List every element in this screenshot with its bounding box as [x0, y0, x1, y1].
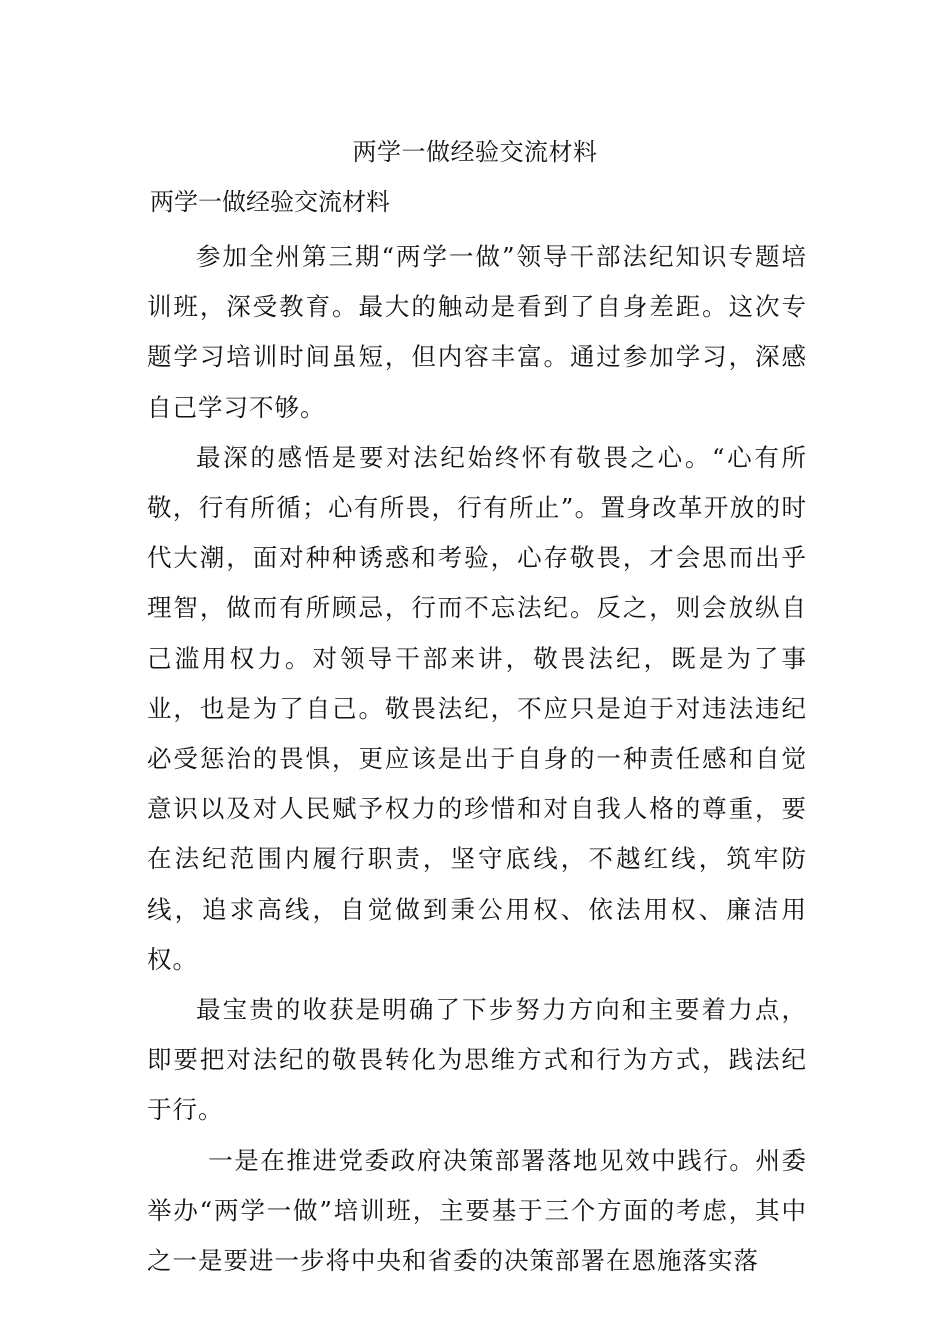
- document-title: 两学一做经验交流材料: [352, 138, 598, 166]
- document-subtitle: 两学一做经验交流材料: [150, 188, 390, 216]
- paragraph: 最深的感悟是要对法纪始终怀有敬畏之心。“心有所敬，行有所循；心有所畏，行有所止”。置身改革开放的时代大潮，面对种种诱惑和考验，心存敬畏，才会思而出乎理智，做而有所顾忌，行而不忘法纪。反之，则会放纵自己滥用权力。对领导干部来讲，敬畏法纪，既是为了事业，也是为了自己。敬畏法纪，不应只是迫于对违法违纪必受惩治的畏惧，更应该是出于自身的一种责任感和自觉意识以及对人民赋予权力的珍惜和对自我人格的尊重，要在法纪范围内履行职责，坚守底线，不越红线，筑牢防线，追求高线，自觉做到秉公用权、依法用权、廉洁用权。: [147, 442, 807, 974]
- paragraph: 一是在推进党委政府决策部署落地见效中践行。州委举办“两学一做”培训班，主要基于三个方面的考虑，其中之一是要进一步将中央和省委的决策部署在恩施落实落: [147, 1145, 807, 1276]
- paragraph: 最宝贵的收获是明确了下步努力方向和主要着力点，即要把对法纪的敬畏转化为思维方式和行为方式，践法纪于行。: [147, 995, 807, 1125]
- paragraph: 参加全州第三期“两学一做”领导干部法纪知识专题培训班，深受教育。最大的触动是看到了自身差距。这次专题学习培训时间虽短，但内容丰富。通过参加学习，深感自己学习不够。: [147, 242, 807, 422]
- document-body: [147, 232, 807, 1286]
